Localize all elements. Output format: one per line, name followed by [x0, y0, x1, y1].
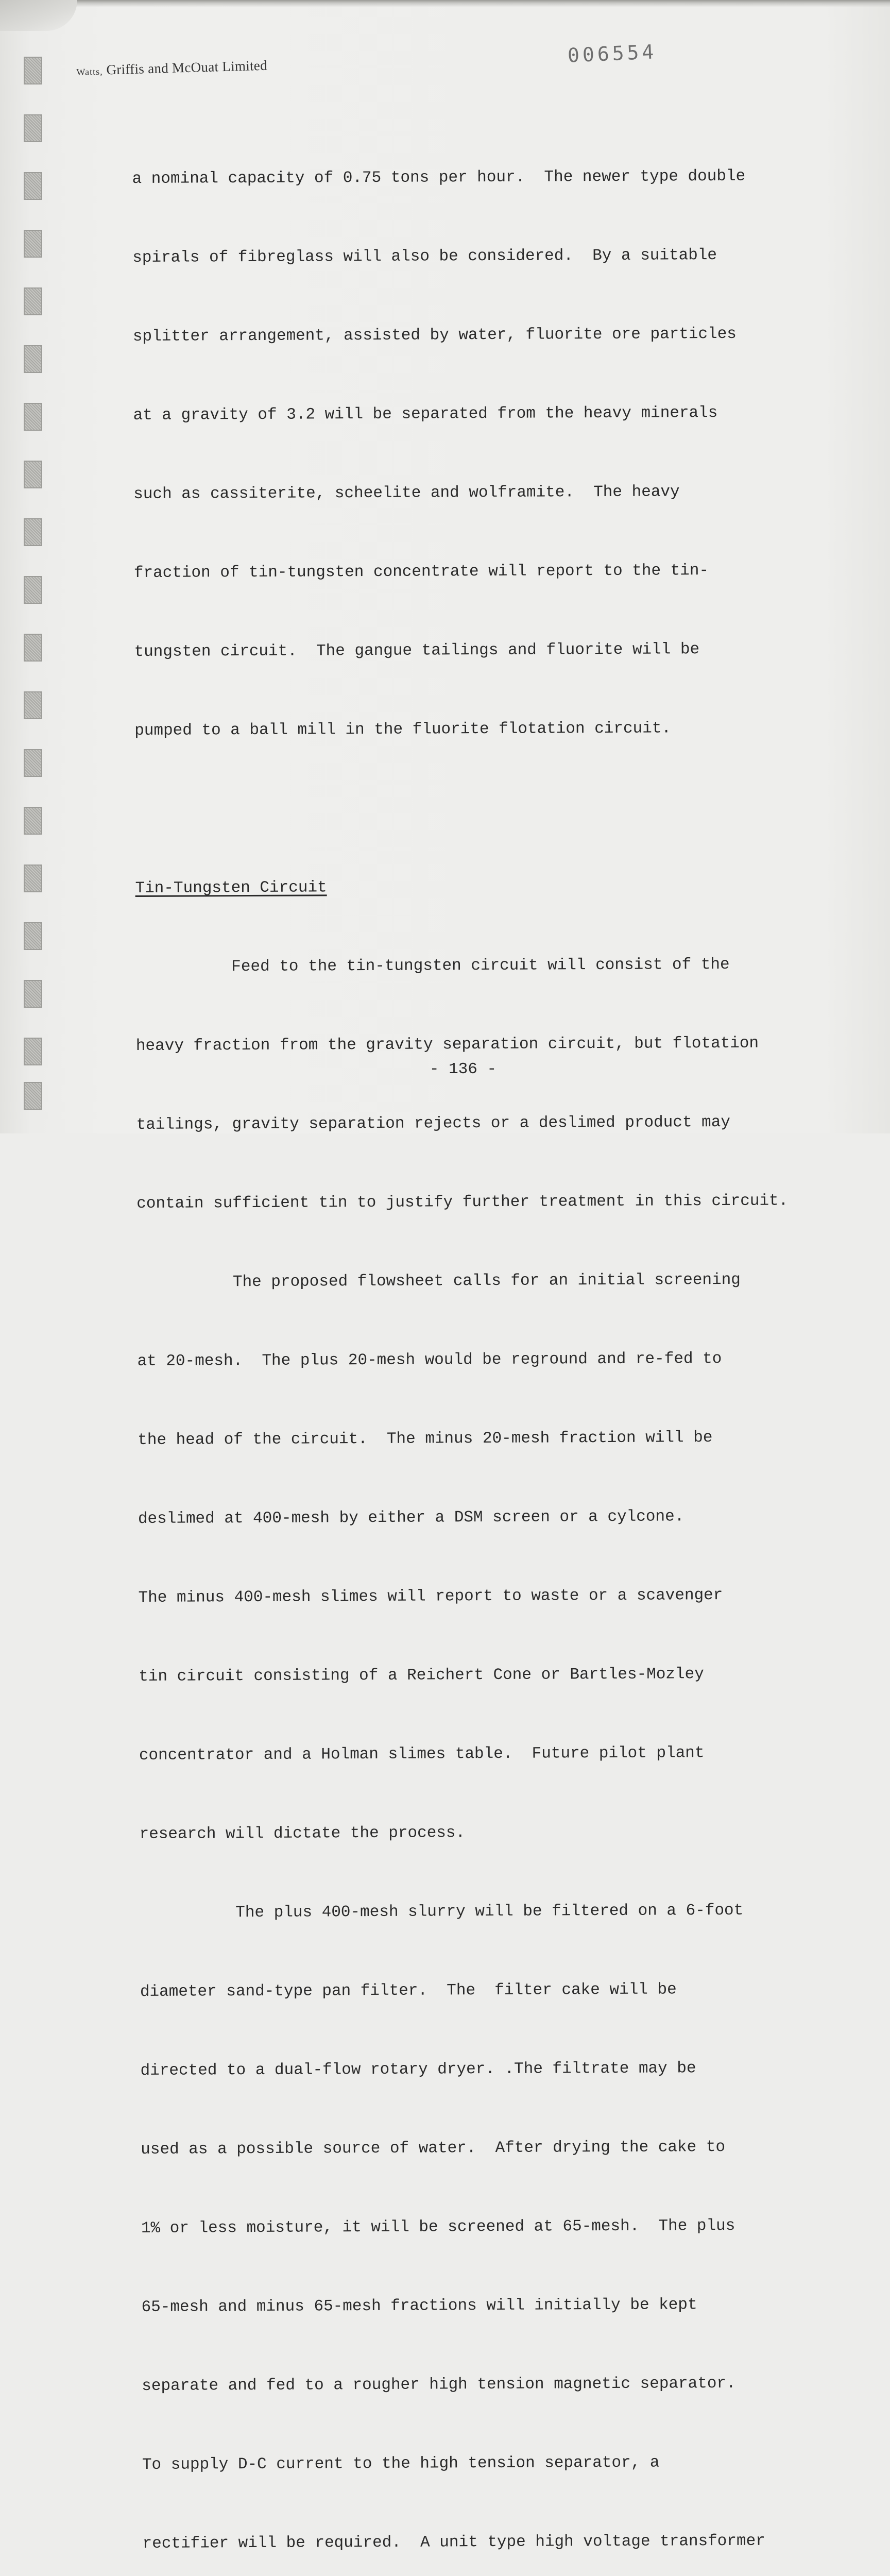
text-line: tungsten circuit. The gangue tailings and fluorite will be — [134, 640, 700, 661]
document-number-stamp: 006554 — [567, 40, 658, 67]
binder-hole — [24, 461, 42, 488]
text-line: a nominal capacity of 0.75 tons per hour. The newer type double — [132, 167, 746, 188]
letterhead — [76, 58, 267, 79]
text-line: the head of the circuit. The minus 20-mesh fraction will be — [138, 1429, 713, 1449]
text-line: rectifier will be required. A unit type high voltage transformer — [142, 2532, 765, 2553]
binder-hole — [24, 345, 42, 373]
binder-hole — [24, 807, 42, 835]
text-line: The minus 400-mesh slimes will report to waste or a scavenger — [138, 1586, 723, 1607]
text-line: at 20-mesh. The plus 20-mesh would be reground and re-fed to — [137, 1350, 722, 1370]
text-line: spirals of fibreglass will also be considered. By a suitable — [132, 246, 717, 267]
binder-hole — [24, 230, 42, 258]
binder-hole — [24, 691, 42, 719]
text-line: at a gravity of 3.2 will be separated from the heavy minerals — [133, 404, 718, 425]
scan-corner-fold — [0, 0, 77, 31]
text-line: 65-mesh and minus 65-mesh fractions will initially be kept — [141, 2296, 697, 2316]
text-line: directed to a dual-flow rotary dryer. .The filtrate may be — [140, 2059, 696, 2080]
binder-hole — [24, 749, 42, 777]
text-line: To supply D-C current to the high tension separator, a — [142, 2453, 660, 2474]
text-line: deslimed at 400-mesh by either a DSM screen or a cylcone. — [138, 1507, 684, 1528]
text-line: separate and fed to a rougher high tension magnetic separator. — [142, 2374, 736, 2395]
page-number: - 136 - — [429, 1060, 497, 1078]
text-line: splitter arrangement, assisted by water, fluorite ore particles — [132, 325, 737, 346]
text-line: tailings, gravity separation rejects or a deslimed product may — [136, 1113, 731, 1134]
blank-line — [135, 793, 856, 823]
text-line: fraction of tin-tungsten concentrate will report to the tin- — [133, 562, 709, 582]
binder-hole — [24, 922, 42, 950]
binder-hole — [24, 403, 42, 431]
binder-hole — [24, 57, 42, 84]
text-line: such as cassiterite, scheelite and wolframite. The heavy — [133, 483, 680, 503]
binder-hole — [24, 634, 42, 662]
text-line: diameter sand-type pan filter. The filter cake will be — [140, 1980, 677, 2001]
binder-hole — [24, 576, 42, 604]
binder-hole — [24, 980, 42, 1008]
text-line: heavy fraction from the gravity separation circuit, but flotation — [135, 1034, 759, 1055]
text-line: tin circuit consisting of a Reichert Cone or Bartles-Mozley — [139, 1665, 704, 1686]
binder-hole — [24, 518, 42, 546]
text-line: The plus 400-mesh slurry will be filtered on a 6-foot — [140, 1901, 744, 1922]
text-line: used as a possible source of water. After drying the cake to — [141, 2138, 726, 2159]
binder-hole — [24, 287, 42, 315]
text-line: 1% or less moisture, it will be screened at 65-mesh. The plus — [141, 2216, 735, 2238]
body-text — [132, 110, 865, 2576]
letterhead-name: Griffis and McOuat Limited — [106, 57, 268, 78]
binder-hole — [24, 114, 42, 142]
letterhead-prefix: Watts, — [76, 66, 103, 77]
binder-hole — [24, 865, 42, 892]
binder-holes — [24, 57, 44, 1118]
text-line: The proposed flowsheet calls for an initial screening — [136, 1270, 741, 1292]
section-heading: Tin-Tungsten Circuit — [135, 878, 327, 897]
text-line: Feed to the tin-tungsten circuit will consist of the — [135, 955, 730, 976]
text-line: pumped to a ball mill in the fluorite flotation circuit. — [134, 719, 672, 740]
text-line: concentrator and a Holman slimes table. Future pilot plant — [139, 1744, 705, 1765]
scan-top-edge — [0, 0, 890, 7]
text-line: contain sufficient tin to justify further treatment in this circuit. — [136, 1192, 789, 1213]
text-line: research will dictate the process. — [139, 1824, 466, 1843]
binder-hole — [24, 172, 42, 200]
binder-hole — [24, 1082, 42, 1110]
